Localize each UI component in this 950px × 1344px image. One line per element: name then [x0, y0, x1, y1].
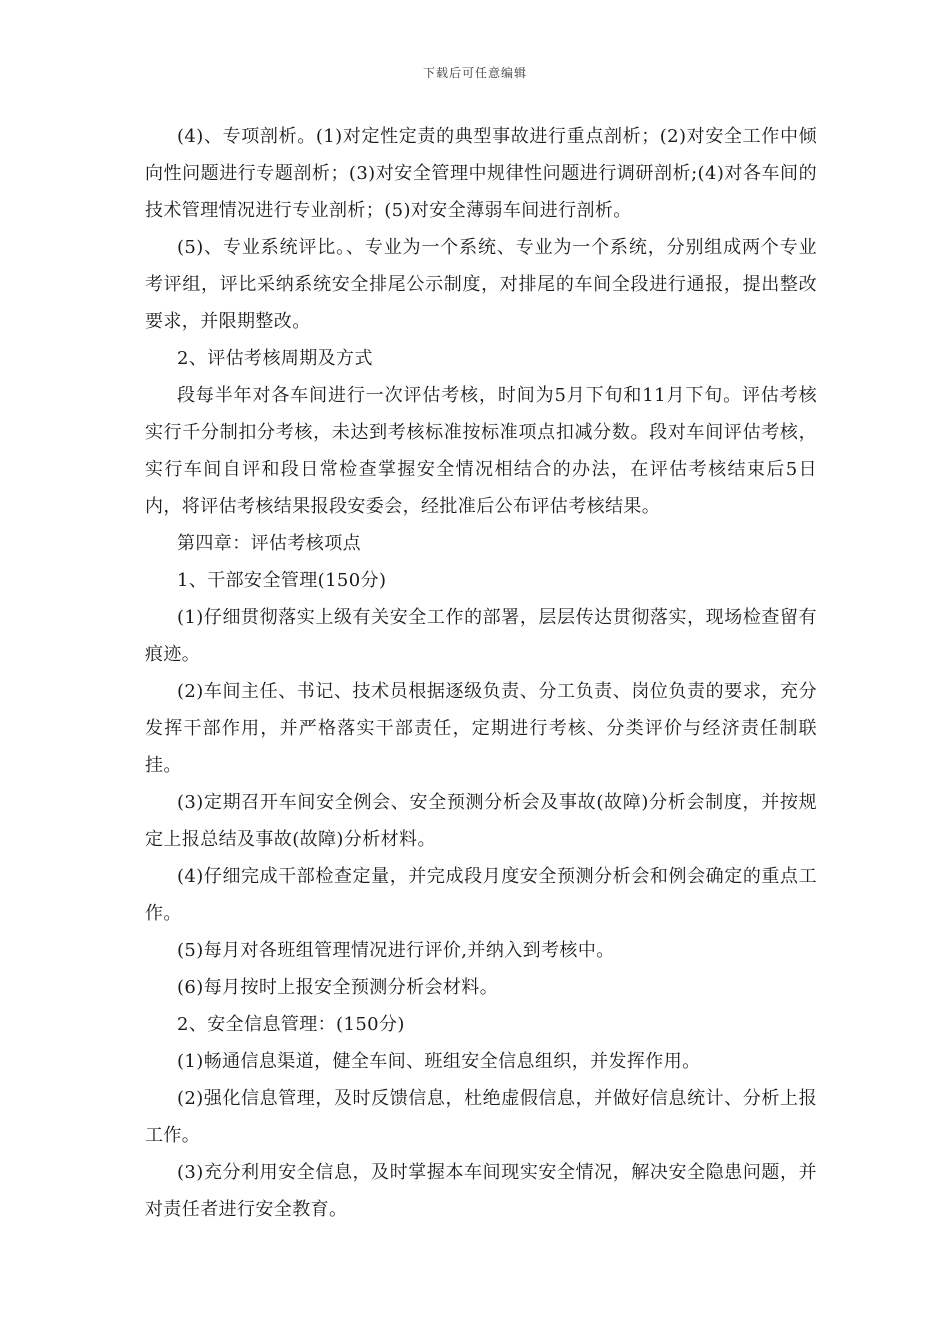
section-heading-cycle: 2、评估考核周期及方式	[177, 348, 373, 369]
list-item-info-2: (2)强化信息管理，及时反馈信息，杜绝虚假信息，并做好信息统计、分析上报工作。	[145, 1088, 817, 1146]
list-item-cadre-3: (3)定期召开车间安全例会、安全预测分析会及事故(故障)分析会制度，并按规定上报总结及事故(故障)分析材料。	[145, 792, 817, 850]
section-heading-cadre-safety: 1、干部安全管理(150分)	[177, 570, 387, 591]
section-heading-safety-info: 2、安全信息管理：(150分)	[177, 1014, 405, 1035]
paragraph-special-analysis: (4)、专项剖析。(1)对定性定责的典型事故进行重点剖析；(2)对安全工作中倾向性问题进行专题剖析；(3)对安全管理中规律性问题进行调研剖析;(4)对各车间的技术管理情况进行专业剖析；(5)对安全薄弱车间进行剖析。	[145, 126, 817, 221]
page-header: 下载后可任意编辑	[422, 66, 527, 80]
list-item-cadre-1: (1)仔细贯彻落实上级有关安全工作的部署，层层传达贯彻落实，现场检查留有痕迹。	[145, 607, 817, 665]
list-item-info-1: (1)畅通信息渠道，健全车间、班组安全信息组织，并发挥作用。	[177, 1051, 701, 1072]
list-item-cadre-4: (4)仔细完成干部检查定量，并完成段月度安全预测分析会和例会确定的重点工作。	[145, 866, 817, 924]
document-body	[145, 118, 817, 1228]
paragraph-system-evaluation: (5)、专业系统评比。、专业为一个系统、专业为一个系统，分别组成两个专业考评组，评比采纳系统安全排尾公示制度，对排尾的车间全段进行通报，提出整改要求，并限期整改。	[145, 237, 817, 332]
list-item-info-3: (3)充分利用安全信息，及时掌握本车间现实安全情况，解决安全隐患问题，并对责任者进行安全教育。	[145, 1162, 817, 1220]
list-item-cadre-5: (5)每月对各班组管理情况进行评价,并纳入到考核中。	[177, 940, 615, 961]
list-item-cadre-6: (6)每月按时上报安全预测分析会材料。	[177, 977, 499, 998]
list-item-cadre-2: (2)车间主任、书记、技术员根据逐级负责、分工负责、岗位负责的要求，充分发挥干部作用，并严格落实干部责任，定期进行考核、分类评价与经济责任制联挂。	[145, 681, 817, 776]
chapter-heading-4: 第四章：评估考核项点	[177, 533, 361, 554]
paragraph-cycle-method: 段每半年对各车间进行一次评估考核，时间为5月下旬和11月下旬。评估考核实行千分制扣分考核，未达到考核标准按标准项点扣减分数。段对车间评估考核，实行车间自评和段日常检查掌握安全情况相结合的办法，在评估考核结束后5日内，将评估考核结果报段安委会，经批准后公布评估考核结果。	[145, 385, 817, 517]
